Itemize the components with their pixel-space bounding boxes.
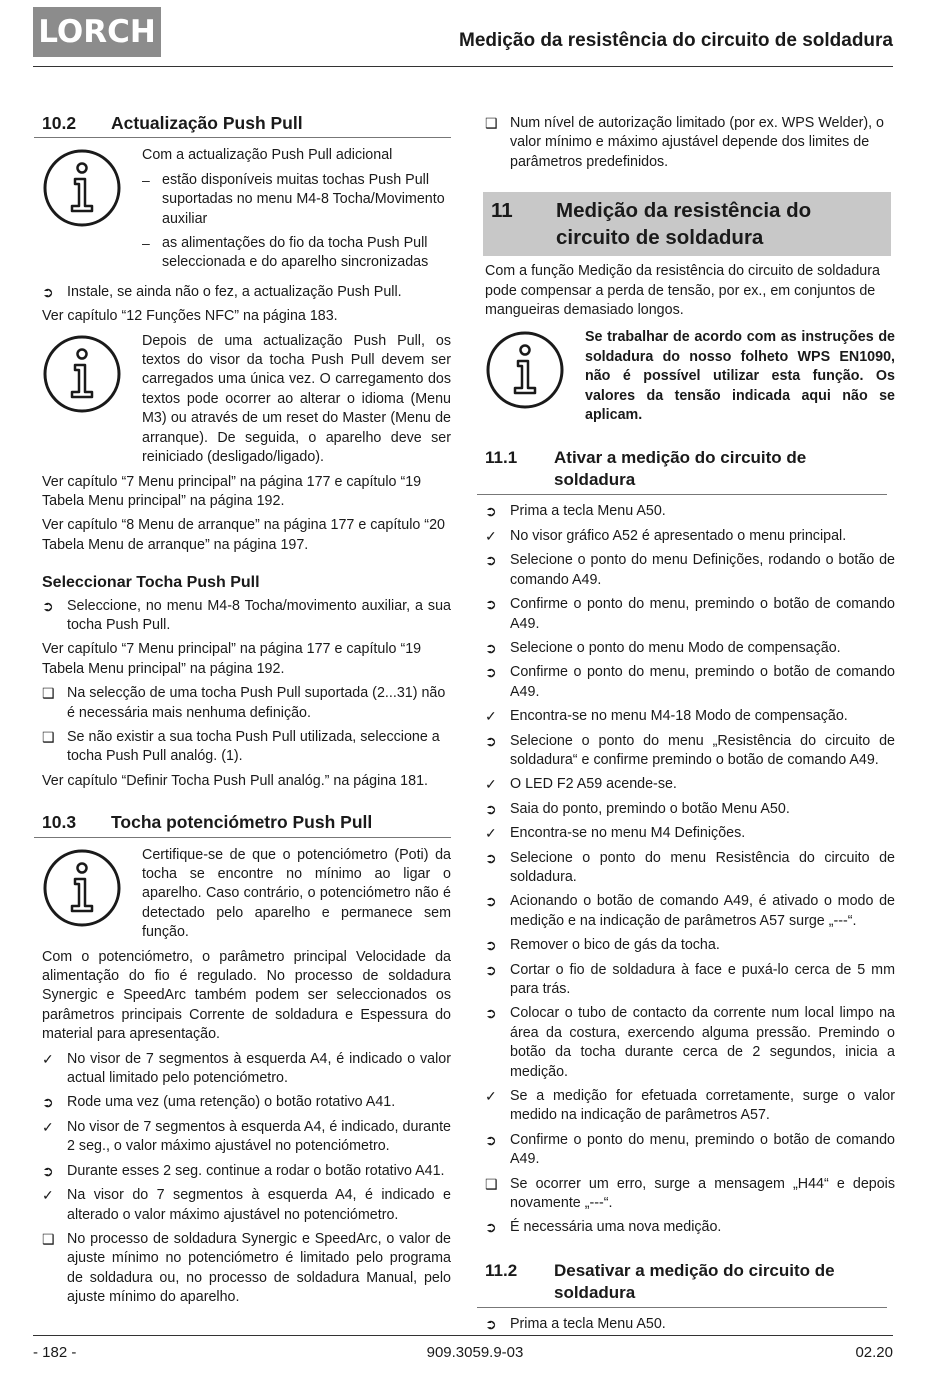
cross-reference: Ver capítulo “Definir Tocha Push Pull analóg.” na página 181. xyxy=(42,772,429,789)
list-item xyxy=(485,663,895,702)
list-item xyxy=(485,1004,895,1082)
section-title: Ativar a medição do circuito de soldadura xyxy=(554,448,807,490)
arrow-icon: ➲ xyxy=(42,1094,54,1111)
list-item: – as alimentações do fio da tocha Push Pull seleccionada e do aparelho sincronizadas xyxy=(142,234,451,273)
check-icon: ✓ xyxy=(42,1187,54,1204)
dash-icon: – xyxy=(142,171,150,188)
list-item-text: Encontra-se no menu M4-18 Modo de compensação. xyxy=(510,708,848,725)
list-item xyxy=(485,1175,895,1214)
step-list xyxy=(42,1050,451,1308)
action-item: ➲ Seleccione, no menu M4-8 Tocha/movimento auxiliar, a sua tocha Push Pull. xyxy=(42,597,451,636)
list-item-text: Selecione o ponto do menu Resistência do circuito de soldadura. xyxy=(510,849,895,885)
info-text: Certifique-se de que o potenciómetro (Poti) da tocha se encontre no mínimo ao ligar o aparelho. Caso contrário, o potenciómetro não é detectado pelo aparelho e permanece sem função. xyxy=(142,846,451,941)
info-block xyxy=(42,846,451,943)
list-item xyxy=(485,595,895,634)
checkbox-icon: ❑ xyxy=(485,1175,498,1192)
list-item xyxy=(485,849,895,888)
list-item-text: Acionando o botão de comando A49, é ativado o modo de medição e na indicação de parâmetros A57 surge „---“. xyxy=(510,893,895,929)
section-title: Actualização Push Pull xyxy=(111,113,303,133)
list-item xyxy=(485,1087,895,1126)
list-item-text: Se a medição for efetuada corretamente, surge o valor medido na indicação de parâmetros A57. xyxy=(510,1088,895,1124)
paragraph: Com a função Medição da resistência do circuito de soldadura pode compensar a perda de tensão, por ex., em conjuntos de mangueiras demasiado longos. xyxy=(485,263,880,319)
list-item-text: Remover o bico de gás da tocha. xyxy=(510,937,720,954)
list-item xyxy=(485,936,895,955)
info-icon xyxy=(42,332,142,468)
note-item: ❑ Na selecção de uma tocha Push Pull suportada (2...31) não é necessária mais nenhuma definição. xyxy=(42,684,451,723)
list-item-text: É necessária uma nova medição. xyxy=(510,1219,722,1236)
arrow-icon: ➲ xyxy=(485,664,497,681)
cross-reference: Ver capítulo “12 Funções NFC” na página 183. xyxy=(42,308,338,325)
arrow-icon: ➲ xyxy=(42,283,54,300)
check-icon: ✓ xyxy=(485,1088,497,1105)
cross-reference: Ver capítulo “7 Menu principal” na página 177 e capítulo “19 Tabela Menu principal” na página 192. xyxy=(42,473,422,509)
arrow-icon: ➲ xyxy=(485,893,497,910)
list-item-text: Colocar o tubo de contacto da corrente num local limpo na área da costura, exercendo alguma pressão. Premindo o botão da tocha durante cerca de 2 segundos, inicia a medição. xyxy=(510,1005,895,1080)
step-list xyxy=(485,502,895,1237)
cross-reference: Ver capítulo “8 Menu de arranque” na página 177 e capítulo “20 Tabela Menu de arranque” na página 197. xyxy=(42,517,445,553)
arrow-icon: ➲ xyxy=(485,937,497,954)
list-item xyxy=(485,775,895,794)
note-item: ❑ Num nível de autorização limitado (por ex. WPS Welder), o valor mínimo e máximo ajustável depende dos limites de parâmetros predefinidos. xyxy=(485,114,895,172)
arrow-icon: ➲ xyxy=(485,1315,497,1332)
list-item xyxy=(485,732,895,771)
left-column xyxy=(42,114,451,1313)
list-item xyxy=(485,961,895,1000)
list-item-text: Durante esses 2 seg. continue a rodar o botão rotativo A41. xyxy=(67,1162,445,1179)
chapter-11-heading xyxy=(483,192,891,256)
list-item-text: Encontra-se no menu M4 Definições. xyxy=(510,825,746,842)
info-icon xyxy=(42,146,142,277)
arrow-icon: ➲ xyxy=(42,597,54,614)
checkbox-icon: ❑ xyxy=(485,115,498,131)
list-item xyxy=(485,551,895,590)
arrow-icon: ➲ xyxy=(485,1005,497,1022)
section-11-2-heading xyxy=(477,1260,887,1308)
arrow-icon: ➲ xyxy=(485,639,497,656)
list-item xyxy=(42,1162,451,1181)
list-item xyxy=(485,1131,895,1170)
check-icon: ✓ xyxy=(42,1118,54,1135)
footer-rule xyxy=(33,1335,893,1336)
check-icon: ✓ xyxy=(485,527,497,544)
arrow-icon: ➲ xyxy=(485,800,497,817)
info-block xyxy=(485,328,895,425)
list-item-text: No visor de 7 segmentos à esquerda A4, é indicado o valor actual limitado pelo potenciómetro. xyxy=(67,1050,451,1087)
list-item-text: Se ocorrer um erro, surge a mensagem „H44“ e depois novamente „---“. xyxy=(510,1175,895,1212)
list-item-text: Selecione o ponto do menu Modo de compensação. xyxy=(510,639,841,656)
list-item xyxy=(42,1186,451,1225)
dash-icon: – xyxy=(142,235,150,252)
info-intro: Com a actualização Push Pull adicional xyxy=(142,147,393,164)
section-10-3-heading xyxy=(34,813,451,837)
arrow-icon: ➲ xyxy=(485,732,497,749)
page-title: Medição da resistência do circuito de soldadura xyxy=(459,30,893,51)
list-item xyxy=(485,824,895,843)
checkbox-icon: ❑ xyxy=(42,1230,55,1247)
list-item xyxy=(42,1093,451,1112)
list-item: – estão disponíveis muitas tochas Push Pull suportadas no menu M4-8 Tocha/Movimento auxiliar xyxy=(142,171,451,229)
list-item-text: Confirme o ponto do menu, premindo o botão de comando A49. xyxy=(510,596,895,632)
info-text: Depois de uma actualização Push Pull, os textos do visor da tocha Push Pull devem ser carregados uma única vez. O carregamento dos textos pode ocorrer ao alterar o idioma (Menu M3) ou através de um reset do Master (Menu de arranque). De seguida, o aparelho deve ser reiniciado (desligado/ligado). xyxy=(142,332,451,466)
section-number: 10.3 xyxy=(42,812,77,833)
info-icon xyxy=(485,328,585,425)
arrow-icon: ➲ xyxy=(485,961,497,978)
arrow-icon: ➲ xyxy=(485,849,497,866)
info-text: Se trabalhar de acordo com as instruções de soldadura do nosso folheto WPS EN1090, não é possível utilizar esta função. Os valores da tensão indicada aqui não se aplicam. xyxy=(585,329,895,424)
section-title: Desativar a medição do circuito de soldadura xyxy=(554,1260,835,1302)
list-item-text: No processo de soldadura Synergic e SpeedArc, o valor de ajuste mínimo no potenciómetro é limitado pelo programa de soldadura ou, no processo de soldadura Manual, pelo ajuste mínimo do aparelho. xyxy=(67,1230,451,1306)
note-item: ❑ Se não existir a sua tocha Push Pull utilizada, seleccione a tocha Push Pull analóg. (1). xyxy=(42,728,451,767)
list-item-text: Confirme o ponto do menu, premindo o botão de comando A49. xyxy=(510,1131,895,1168)
section-number: 10.2 xyxy=(42,113,77,133)
info-block xyxy=(42,146,451,277)
list-item xyxy=(485,527,895,546)
check-icon: ✓ xyxy=(485,825,497,842)
check-icon: ✓ xyxy=(485,708,497,725)
cross-reference: Ver capítulo “7 Menu principal” na página 177 e capítulo “19 Tabela Menu principal” na página 192. xyxy=(42,641,422,677)
arrow-icon: ➲ xyxy=(485,503,497,520)
list-item xyxy=(42,1050,451,1089)
list-item-text: Na visor do 7 segmentos à esquerda A4, é indicado e alterado o valor máximo ajustável no potenciómetro. xyxy=(67,1187,451,1223)
section-number: 11.2 xyxy=(485,1260,518,1280)
section-11-1-heading xyxy=(477,447,887,495)
action-item: ➲ Instale, se ainda não o fez, a actualização Push Pull. xyxy=(42,283,451,302)
info-icon xyxy=(42,846,142,943)
info-block xyxy=(42,332,451,468)
list-item xyxy=(485,639,895,658)
list-item xyxy=(485,1218,895,1237)
list-item-text: Selecione o ponto do menu Definições, rodando o botão de comando A49. xyxy=(510,552,895,588)
subsection-heading: Seleccionar Tocha Push Pull xyxy=(42,574,260,592)
chapter-number: 11 xyxy=(491,199,513,223)
list-item xyxy=(42,1118,451,1157)
arrow-icon: ➲ xyxy=(42,1162,54,1179)
arrow-icon: ➲ xyxy=(485,1219,497,1236)
list-item-text: No visor de 7 segmentos à esquerda A4, é indicado, durante 2 seg., o valor máximo ajustável no potenciómetro. xyxy=(67,1118,451,1155)
list-item-text: Rode uma vez (uma retenção) o botão rotativo A41. xyxy=(67,1094,396,1111)
paragraph: Com o potenciómetro, o parâmetro principal Velocidade da alimentação do fio é regulado. No processo de soldadura Synergic e SpeedArc também podem ser seleccionados os parâmetros principais Corrente de soldadura e Espessura do material para apresentação. xyxy=(42,948,451,1043)
document-date: 02.20 xyxy=(855,1344,893,1361)
list-item-text: Selecione o ponto do menu „Resistência do circuito de soldadura“ e confirme premindo o botão de comando A49. xyxy=(510,732,895,768)
document-number: 909.3059.9-03 xyxy=(426,1344,524,1361)
action-item: ➲ Prima a tecla Menu A50. xyxy=(485,1315,895,1334)
list-item-text: Confirme o ponto do menu, premindo o botão de comando A49. xyxy=(510,664,895,700)
lorch-logo: LORCH xyxy=(33,7,161,57)
check-icon: ✓ xyxy=(42,1050,54,1067)
list-item xyxy=(485,707,895,726)
checkbox-icon: ❑ xyxy=(42,728,55,745)
checkbox-icon: ❑ xyxy=(42,685,55,702)
list-item-text: No visor gráfico A52 é apresentado o menu principal. xyxy=(510,527,847,544)
arrow-icon: ➲ xyxy=(485,1131,497,1148)
list-item xyxy=(485,892,895,931)
list-item-text: Prima a tecla Menu A50. xyxy=(510,503,666,520)
arrow-icon: ➲ xyxy=(485,552,497,569)
list-item xyxy=(485,800,895,819)
header-rule xyxy=(33,66,893,67)
list-item-text: Cortar o fio de soldadura à face e puxá-lo cerca de 5 mm para trás. xyxy=(510,961,895,997)
list-item xyxy=(42,1230,451,1308)
right-column xyxy=(485,114,895,1339)
section-title: Tocha potenciómetro Push Pull xyxy=(111,812,373,833)
list-item xyxy=(485,502,895,521)
list-item-text: O LED F2 A59 acende-se. xyxy=(510,776,677,793)
section-10-2-heading xyxy=(34,114,451,138)
section-number: 11.1 xyxy=(485,448,518,468)
check-icon: ✓ xyxy=(485,776,497,793)
list-item-text: Saia do ponto, premindo o botão Menu A50. xyxy=(510,800,790,817)
arrow-icon: ➲ xyxy=(485,596,497,613)
chapter-title: Medição da resistência do circuito de soldadura xyxy=(556,199,812,250)
page-number: - 182 - xyxy=(33,1344,77,1361)
